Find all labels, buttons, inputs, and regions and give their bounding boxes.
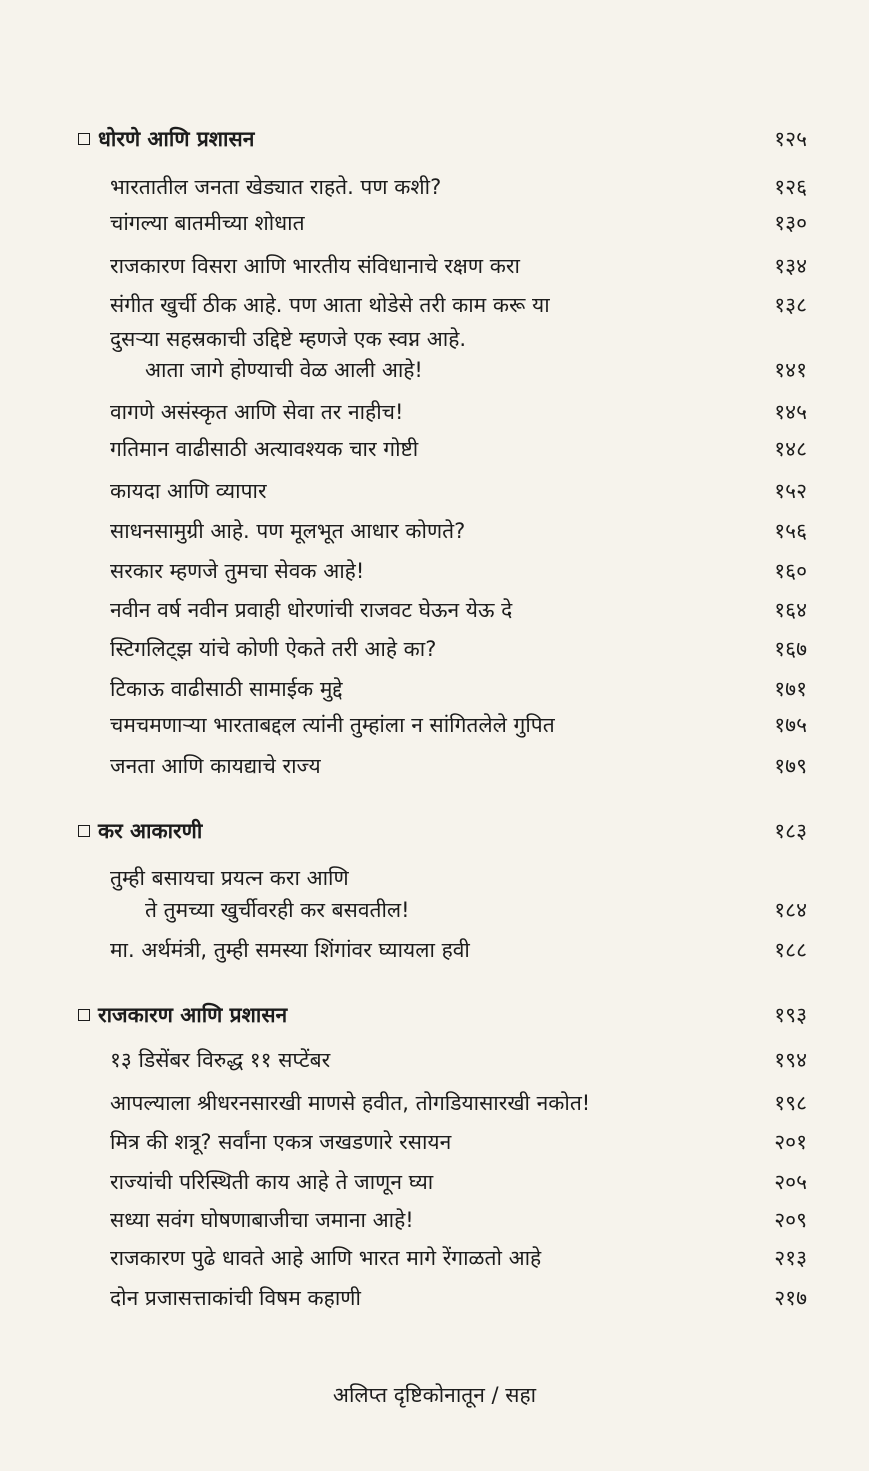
page-number: १८४: [774, 898, 807, 922]
section-title: राजकारण आणि प्रशासन: [78, 1001, 287, 1029]
entry-title: चांगल्या बातमीच्या शोधात: [110, 211, 305, 235]
page-number: २०१: [774, 1130, 807, 1154]
entry-title: राजकारण पुढे धावते आहे आणि भारत मागे रेंगाळतो आहे: [110, 1246, 542, 1270]
entry-title: आपल्याला श्रीधरनसारखी माणसे हवीत, तोगडियासारखी नकोत!: [110, 1091, 591, 1115]
entry-title: तुम्ही बसायचा प्रयत्न करा आणि: [110, 866, 349, 890]
page-number: १२६: [774, 175, 807, 199]
page-number: १७१: [774, 677, 807, 701]
checkbox-square-icon: [78, 133, 90, 145]
entry-title: दुसऱ्या सहस्रकाची उद्दिष्टे म्हणजे एक स्वप्न आहे.: [110, 327, 467, 351]
entry-title: स्टिगलिट्झ यांचे कोणी ऐकते तरी आहे का?: [110, 637, 437, 661]
page-number: १४५: [774, 400, 807, 424]
page-number: १२५: [774, 127, 807, 151]
page-number: १९८: [774, 1091, 807, 1115]
page-number: १९४: [774, 1048, 807, 1072]
entry-title: सरकार म्हणजे तुमचा सेवक आहे!: [110, 559, 365, 583]
entry-title: १३ डिसेंबर विरुद्ध ११ सप्टेंबर: [110, 1048, 331, 1072]
entry-title: मित्र की शत्रू? सर्वांना एकत्र जखडणारे रसायन: [110, 1130, 452, 1154]
entry-title: नवीन वर्ष नवीन प्रवाही धोरणांची राजवट घेऊन येऊ दे: [110, 598, 513, 622]
page-number: १८३: [774, 819, 807, 843]
page-number: १७५: [774, 713, 807, 737]
page-number: २०५: [774, 1170, 807, 1194]
entry-title: टिकाऊ वाढीसाठी सामाईक मुद्दे: [110, 677, 343, 701]
page-footer: अलिप्त दृष्टिकोनातून / सहा: [332, 1383, 537, 1407]
entry-title: सध्या सवंग घोषणाबाजीचा जमाना आहे!: [110, 1208, 414, 1232]
page-number: १६७: [774, 637, 807, 661]
entry-title: चमचमणाऱ्या भारताबद्दल त्यांनी तुम्हांला न सांगितलेले गुपित: [110, 713, 555, 737]
entry-title: कायदा आणि व्यापार: [110, 479, 267, 503]
page-number: १४८: [774, 437, 807, 461]
section-title: कर आकारणी: [78, 817, 202, 845]
page-number: २१७: [774, 1286, 807, 1310]
page-number: १८८: [774, 938, 807, 962]
checkbox-square-icon: [78, 1009, 90, 1021]
entry-title: दोन प्रजासत्ताकांची विषम कहाणी: [110, 1286, 361, 1310]
page-number: १३०: [774, 211, 807, 235]
page-number: १३८: [774, 293, 807, 317]
entry-title: राज्यांची परिस्थिती काय आहे ते जाणून घ्या: [110, 1170, 434, 1194]
page-number: १६०: [774, 559, 807, 583]
page-number: १४१: [774, 358, 807, 382]
entry-title-line2: ते तुमच्या खुर्चीवरही कर बसवतील!: [145, 898, 410, 922]
entry-title: भारतातील जनता खेड्यात राहते. पण कशी?: [110, 175, 442, 199]
entry-title: वागणे असंस्कृत आणि सेवा तर नाहीच!: [110, 400, 404, 424]
entry-title: साधनसामुग्री आहे. पण मूलभूत आधार कोणते?: [110, 519, 466, 543]
page-number: १५६: [774, 519, 807, 543]
page-number: १७९: [774, 754, 807, 778]
page-number: १९३: [774, 1003, 807, 1027]
entry-title: मा. अर्थमंत्री, तुम्ही समस्या शिंगांवर घ्यायला हवी: [110, 938, 470, 962]
entry-title: जनता आणि कायद्याचे राज्य: [110, 754, 321, 778]
entry-title-line2: आता जागे होण्याची वेळ आली आहे!: [145, 358, 423, 382]
page-number: १५२: [774, 479, 807, 503]
checkbox-square-icon: [78, 825, 90, 837]
entry-title: संगीत खुर्ची ठीक आहे. पण आता थोडेसे तरी काम करू या: [110, 293, 550, 317]
page-number: १६४: [774, 598, 807, 622]
page-number: २०९: [774, 1208, 807, 1232]
page-number: १३४: [774, 254, 807, 278]
entry-title: राजकारण विसरा आणि भारतीय संविधानाचे रक्षण करा: [110, 254, 520, 278]
section-title: धोरणे आणि प्रशासन: [78, 125, 254, 153]
entry-title: गतिमान वाढीसाठी अत्यावश्यक चार गोष्टी: [110, 437, 419, 461]
page-number: २१३: [774, 1246, 807, 1270]
